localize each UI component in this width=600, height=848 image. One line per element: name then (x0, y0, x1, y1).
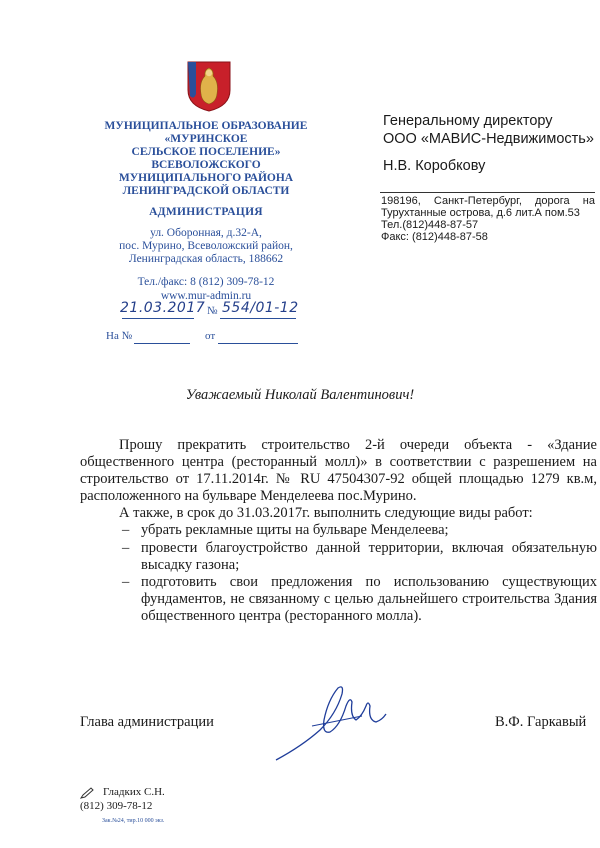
executor-name: Гладких С.Н. (103, 786, 165, 798)
signatory-title: Глава администрации (80, 714, 214, 730)
ref-number-line (220, 318, 296, 319)
salutation: Уважаемый Николай Валентинович! (185, 387, 415, 403)
print-info: Зак.№24, тир.10 000 экз. (102, 818, 165, 824)
address-line: пос. Мурино, Всеволожский район, (119, 240, 293, 252)
bullet-text: подготовить свои предложения по использованию существующих (141, 574, 597, 590)
bullet-text: фундаментов, не связанному с целью дальнейшего строительства Здания (141, 591, 597, 607)
administration-label: АДМИНИСТРАЦИЯ (149, 206, 263, 218)
organization-name (95, 120, 317, 198)
bullet-dash: – (122, 522, 130, 538)
org-line: «МУРИНСКОЕ (164, 133, 248, 145)
address-line: Ленинградская область, 188662 (128, 253, 284, 265)
recipient-phone: Тел.(812)448-87-57 (381, 219, 479, 231)
paragraph-line: расположенного на бульваре Менделеева пос.Мурино. (80, 488, 417, 504)
ref-number: 554/01-12 (222, 300, 299, 316)
recipient-address-line1 (381, 195, 595, 207)
bullet-text: провести благоустройство данной территории, включая обязательную (141, 540, 597, 556)
address-word: 198196, (381, 195, 421, 207)
org-line: ВСЕВОЛОЖСКОГО (151, 159, 261, 171)
coat-of-arms-icon (186, 60, 232, 112)
reply-ot-label: от (205, 330, 216, 342)
recipient-name: Н.В. Коробкову (383, 158, 486, 174)
recipient-block (383, 112, 594, 148)
ref-number-prefix: № (207, 305, 218, 317)
reply-number-line (134, 343, 190, 344)
recipient-fax: Факс: (812)448-87-58 (381, 231, 488, 243)
address-word: на (582, 195, 595, 207)
recipient-line: Генеральному директору (383, 113, 553, 129)
bullet-dash: – (122, 540, 130, 556)
bullet-text: общественного центра (ресторанного молла). (141, 608, 422, 624)
bullet-text: высадку газона; (141, 557, 240, 573)
signatory-name: В.Ф. Гаркавый (495, 714, 587, 730)
reply-date-line (218, 343, 298, 344)
executor-phone: (812) 309-78-12 (80, 800, 153, 812)
reply-na-label: На № (106, 330, 133, 342)
org-line: МУНИЦИПАЛЬНОГО РАЙОНА (118, 172, 294, 184)
bullet-text: убрать рекламные щиты на бульваре Менделеева; (141, 522, 449, 538)
address-line: ул. Оборонная, д.32-А, (150, 227, 262, 239)
ref-date-line (122, 318, 194, 319)
recipient-divider (380, 192, 595, 193)
recipient-line: ООО «МАВИС-Недвижимость» (383, 131, 594, 147)
ref-date: 21.03.2017 (120, 300, 206, 316)
org-address (95, 227, 317, 266)
paragraph-line: строительство от 17.11.2014г. № RU 47504307-92 общей площадью 1279 кв.м, (80, 471, 597, 487)
pen-icon (80, 787, 94, 799)
org-line: ЛЕНИНГРАДСКОЙ ОБЛАСТИ (122, 185, 290, 197)
recipient-address (381, 207, 595, 243)
address-word: Санкт-Петербург, (433, 195, 522, 207)
handwritten-signature (272, 676, 392, 766)
recipient-address-line: Турухтанные острова, д.6 лит.А пом.53 (381, 207, 580, 219)
org-phone: Тел./факс: 8 (812) 309-78-12 (137, 276, 275, 288)
address-word: дорога (535, 195, 570, 207)
bullet-dash: – (122, 574, 130, 590)
paragraph-2: А также, в срок до 31.03.2017г. выполнить следующие виды работ: (119, 505, 533, 521)
paragraph-line: общественного центра (ресторанный молл)» в соответствии с разрешением на (80, 454, 597, 470)
org-line: МУНИЦИПАЛЬНОЕ ОБРАЗОВАНИЕ (104, 120, 308, 132)
org-website: www.mur-admin.ru (160, 290, 252, 302)
org-line: СЕЛЬСКОЕ ПОСЕЛЕНИЕ» (131, 146, 281, 158)
paragraph-line: Прошу прекратить строительство 2-й очереди объекта - «Здание (119, 437, 597, 453)
